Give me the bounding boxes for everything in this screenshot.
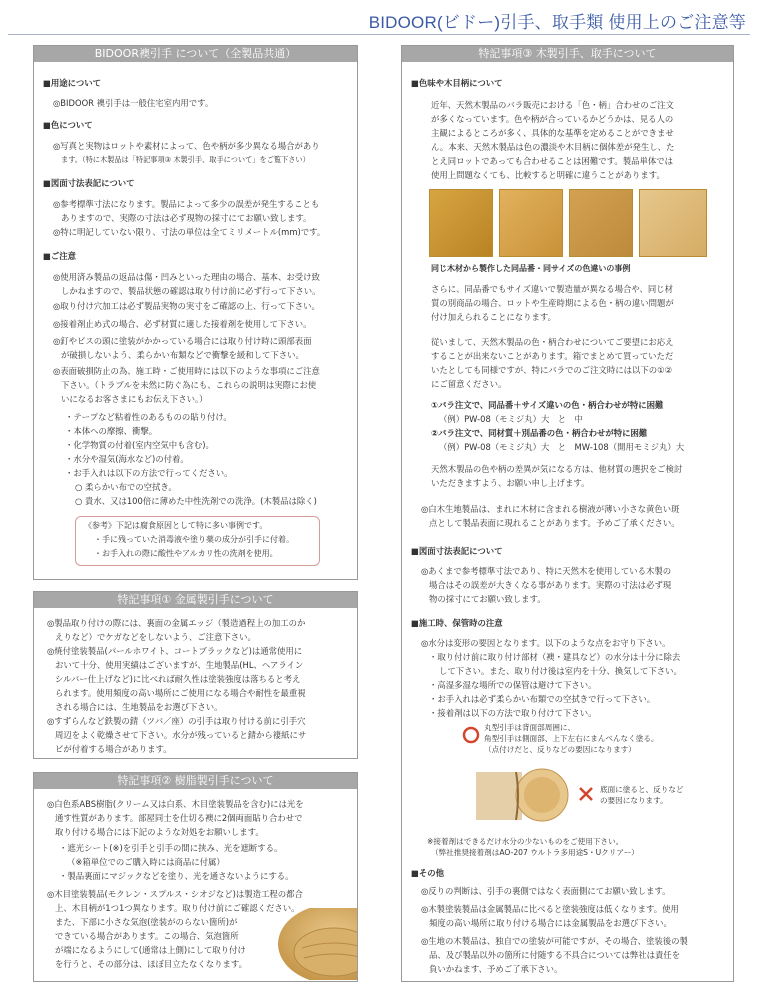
section-heading: ■ご注意 [43,251,77,261]
panel-resin-handles [33,772,358,982]
body-line: ◎白色系ABS樹脂(クリーム又は白系、木目塗装製品を含む)には光を [47,799,304,809]
body-line: ◎製品取り付けの際には、裏面の金属エッジ（製造過程上の加工のか [47,618,306,628]
reference-note-box [75,516,320,566]
section-text: ◎特に明記していない限り、寸法の単位は全てミリメートル(mm)です。 [53,227,326,237]
body-line: ◎木目塗装製品(モクレン・スプルス・シオジなど)は製造工程の都合 [47,889,303,899]
body-line: ・遮光シート(※)を引手と引手の間に挟み、光を遮断する。 [59,843,283,853]
wooden-handle-side-photo [476,762,576,822]
caution-text: ◎使用済み製品の返品は傷・凹みといった理由の場合、基本、お受け致 [53,272,320,282]
section-text: ◎写真と実物はロットや素材によって、色や柄が多少異なる場合があり [53,141,320,151]
body-line: される場合には、生地製品をお選び下さい。 [55,702,223,712]
body-line: られます。使用頻度の高い場所にご使用になる場合や耐性を最重視 [55,688,306,698]
wood-swatch [569,189,633,257]
caution-text: しかねますので、製品状態の確認は取り付け前に必ず行って下さい。 [61,286,321,296]
body-line: えりなど）でケガなどをしないよう、ご注意下さい。 [55,632,256,642]
header-rule [8,34,750,35]
body-line: ・取り付け前に取り付け部材（襖・建具など）の水分は十分に除去 [429,652,681,662]
wood-grain-handle-photo [274,908,358,980]
section-heading: ■図面寸法表記について [411,546,503,556]
body-line: 従いまして、天然木製品の色・柄合わせについてご要望にお応え [431,337,674,347]
wood-swatch [499,189,563,257]
wood-sample-photo [429,189,707,259]
bullet-item: ○ 貴水、又は100倍に薄めた中性洗剤での洗浄。(木製品は除く) [75,496,317,506]
bullet-item: ・お手入れは以下の方法で行ってください。 [65,468,233,478]
section-heading: ■施工時、保管時の注意 [411,618,503,628]
body-line: 場合はその誤差が大きくなる事があります。実際の寸法は必ず現 [429,580,672,590]
body-line: また、下部に小さな気泡(塗装がのらない箇所)が [55,917,238,927]
body-line: することが出来ないことがあります。箱でまとめて買っていただ [431,351,674,361]
case-example: （例）PW-08（モミジ丸）大 と 中 [439,414,583,424]
bullet-item: ・本体への摩擦、衝撃。 [65,426,158,436]
body-line: を行うと、その部分は、ほぼ目立たなくなります。 [55,959,247,969]
panel-bidoor-general [33,45,358,580]
glue-note: 角型引手は側面部、上下左右にまんべんなく塗る。 [484,734,659,743]
page-title: BIDOOR(ビドー)引手、取手類 使用上のご注意等 [368,13,746,32]
page-header [0,0,758,44]
section-text: ありますので、実際の寸法は必ず現物の採寸にてお願い致します。 [61,213,312,223]
panel-title: 特記事項② 樹脂製引手について [34,773,357,789]
wood-swatch [639,189,707,257]
section-heading: ■色味や木目柄について [411,78,503,88]
body-line: が多くなっています。色や柄が合っているかどうかは、見る人の [431,114,674,124]
body-line: いたとしても同様ですが、特にバラでのご注文時には以下の①② [431,365,673,375]
body-line: ◎焼付塗装製品(パールホワイト、コートブラックなど)は通常使用に [47,646,303,656]
body-line: さらに、同品番でもサイズ違いで製造量が異なる場合や、同じ材 [431,284,674,294]
glue-good-example-icon [462,726,480,744]
body-line: ・高湿多湿な場所での保管は避けて下さい。 [429,680,597,690]
section-heading: ■色について [43,120,93,130]
glue-note: の要因になります。 [600,796,668,805]
body-line: シルバー仕上げなど)に比べれば耐久性は塗装強度は落ちると考え [55,674,301,684]
caution-text: ◎接着剤止め式の場合、必ず材質に適した接着剤を使用して下さい。 [53,319,312,329]
body-line: 近年、天然木製品のバラ販売における「色・柄」合わせのご注文 [431,100,674,110]
body-line: できている場合があります。この場合、気泡箇所 [55,931,239,941]
body-line: ・接着剤は以下の方法で取り付けて下さい。 [429,708,597,718]
body-line: 付け加えられることになります。 [431,312,556,322]
glue-bad-example-icon [578,786,594,802]
body-line: ◎あくまで参考標準寸法であり、特に天然木を使用している木製の [421,566,672,576]
body-line: ◎水分は変形の要因となります。以下のような点をお守り下さい。 [421,638,671,648]
caution-text: ◎釘やビスの頭に塗装がかかっている場合には取り付け時に頭部表面 [53,336,312,346]
body-line: が端になるようにして(通常は上側)にして取り付け [55,945,246,955]
body-line: 質の別商品の場合、ロットや生産時期による色・柄の違い問題が [431,298,674,308]
body-line: 負いかねます、予めご了承下さい。 [429,964,563,974]
glue-note: （点付けだと、反りなどの要因になります） [484,745,636,754]
note-line: ・手に残っていた消毒液や塗り薬の成分が引手に付着。 [94,535,294,544]
body-line: 点として製品表面に現れることがあります。予めご了承ください。 [429,518,680,528]
body-line: 使用上問題なくても、比較すると明確に違うことがあります。 [431,170,665,180]
glue-footer: ※接着剤はできるだけ水分の少ないものをご使用下さい。 [427,837,624,846]
body-line: おいて十分、使用実績はございますが、生地製品(HL、ヘアライン [55,660,304,670]
panel-title: 特記事項③ 木製引手、取手について [402,46,733,62]
bullet-item: ・化学物質の付着(室内空気中も含む)。 [65,440,214,450]
body-line: ・製品裏面にマジックなどを塗り、光を通さないようにする。 [59,871,294,881]
panel-metal-handles [33,591,358,759]
body-line: 上、木目柄が1つ1つ異なります。取り付け前にご確認ください。 [55,903,300,913]
case-heading: ②バラ注文で、同材質＋別品番の色・柄合わせが特に困難 [431,428,648,438]
section-heading: ■図面寸法表記について [43,178,135,188]
section-text: ◎BIDOOR 襖引手は一般住宅室内用です。 [53,98,214,108]
section-heading: ■その他 [411,868,445,878]
body-line: して下さい。また、取り付け後は室内を十分、換気して下さい。 [439,666,682,676]
body-line: ◎木製塗装製品は金属製品に比べると塗装強度は低くなります。使用 [421,904,679,914]
caution-text: ◎表面破損防止の為、施工時・ご使用時には以下のような事項にご注意 [53,366,320,376]
body-line: 取り付ける場合には下記のような対処をお願いします。 [55,827,264,837]
section-text: ます。（特に木製品は「特記事項③ 木製引手、取手について」をご覧下さい） [61,155,310,164]
body-line: ◎すずらんなど鉄製の錆（ツバ／座）の引手は取り付ける前に引手穴 [47,716,306,726]
bullet-item: ○ 柔らかい布での空拭き。 [75,482,177,492]
body-line: 物の採寸にてお願い致します。 [429,594,546,604]
note-line: 《参考》下記は腐食原因として特に多い事例です。 [84,521,268,530]
body-line: ◎生地の木製品は、独自での塗装が可能ですが、その場合、塗装後の製 [421,936,688,946]
case-example: （例）PW-08（モミジ丸）大 と MW-108（開用モミジ丸）大 [439,442,685,452]
body-line: ん。本来、天然木製品は色の濃淡や木目柄に個体差が発生し、た [431,142,675,152]
section-text: ◎参考標準寸法になります。製品によって多少の誤差が発生することも [53,199,320,209]
body-line: 主観によるところが多く、具体的な基準を定めることができませ [431,128,674,138]
bullet-item: ・水分や湿気(海水など)の付着。 [65,454,189,464]
photo-caption: 同じ木材から製作した同品番・同サイズの色違いの事例 [431,264,631,273]
body-line: 天然木製品の色や柄の差異が気になる方は、他材質の選択をご検討 [431,464,683,474]
body-line: ◎反りの判断は、引手の裏側ではなく表面側にてお願い致します。 [421,886,671,896]
body-line: ・お手入れは必ず柔らかい布類での空拭きで行って下さい。 [429,694,656,704]
body-line: 頻度の高い場所に取り付ける場合には金属製品をお選び下さい。 [429,918,672,928]
case-heading: ①バラ注文で、同品番＋サイズ違いの色・柄合わせが特に困難 [431,400,664,410]
wood-swatch [429,189,493,257]
glue-note: 底面に塗ると、反りなど [600,785,684,794]
caution-text: いになるお客さまにもお伝え下さい。） [61,394,208,404]
caution-text: 下さい。（トラブルを未然に防ぐ為にも、これらの説明は実際にお使 [61,380,317,390]
body-line: （※箱単位でのご購入時には商品に付属） [67,857,225,867]
note-line: ・お手入れの際に酸性やアルカリ性の洗剤を使用。 [94,549,278,558]
panel-wooden-handles [401,45,734,982]
caution-text: ◎取り付け穴加工は必ず製品実物の実寸をご確認の上、行って下さい。 [53,301,320,311]
body-line: とえ同ロットであっても合わせることは困難です。製品単体では [431,156,673,166]
body-line: にご留意ください。 [431,379,507,389]
section-heading: ■用途について [43,78,101,88]
body-line: 周辺をよく乾燥させて下さい。水分が残っていると錆から褄紙にサ [55,730,307,740]
glue-note: 丸型引手は背面部周囲に、 [484,723,576,732]
caution-text: が破損しないよう、柔らかい布類などで衝撃を緩和して下さい。 [61,350,304,360]
panel-title: BIDOOR襖引手 について（全製品共通） [34,46,357,62]
body-line: 通す性質があります。部屋同士を仕切る襖に2個両面貼り合わせで [55,813,303,823]
body-line: ビが付着する場合があります。 [55,744,172,754]
bullet-item: ・テープなど粘着性のあるものの貼り付け。 [65,412,232,422]
glue-footer: （弊社推奨接着剤はAO-207 ウルトラ多用途S・Uクリアー） [431,848,639,857]
body-line: いただきますよう、お願い申し上げます。 [431,478,590,488]
body-line: ◎白木生地製品は、まれに木材に含まれる樹液が薄い小さな黄色い斑 [421,504,680,514]
panel-title: 特記事項① 金属製引手について [34,592,357,608]
body-line: 品、及び製品以外の箇所に付随する不具合については弊社は責任を [429,950,681,960]
